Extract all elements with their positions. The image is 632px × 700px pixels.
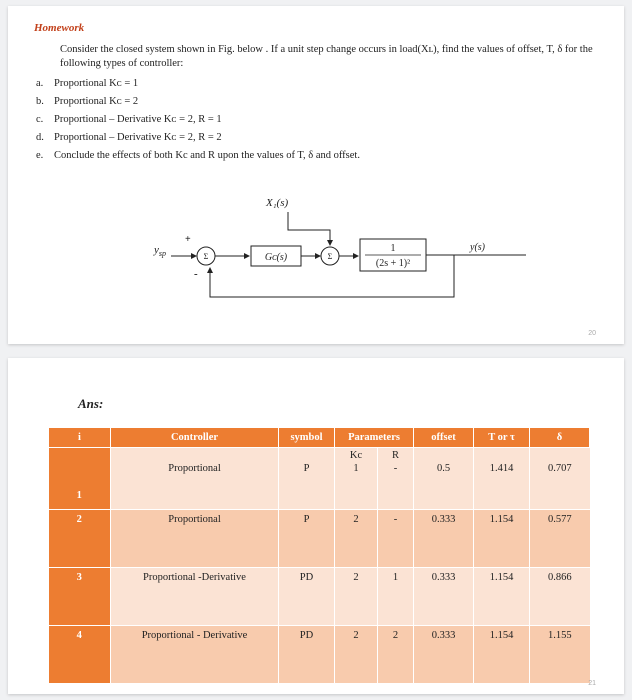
header-delta: δ: [530, 428, 590, 448]
cell-offset: 0.333: [414, 568, 474, 626]
cell-tau: 1.154: [474, 626, 530, 684]
header-row: [49, 428, 590, 448]
block-diagram: [8, 6, 624, 344]
subheader-blank: [530, 448, 590, 464]
feedback-line: [210, 255, 454, 297]
homework-slide: [8, 6, 624, 344]
cell-symbol: P: [279, 463, 335, 510]
list-item-text: Proportional Kᴄ = 2: [54, 96, 139, 107]
cell-kc: 2: [335, 510, 378, 568]
cell-symbol: PD: [279, 568, 335, 626]
load-label: X₁(s): [266, 197, 289, 209]
sum-symbol-2: Σ: [327, 252, 333, 261]
cell-delta: 0.866: [530, 568, 590, 626]
cell-symbol: P: [279, 510, 335, 568]
cell-r: -: [378, 463, 414, 510]
controller-label: Gᴄ(s): [264, 252, 288, 263]
subheader-r: R: [378, 448, 414, 464]
list-item-text: Proportional – Derivative Kᴄ = 2, R = 1: [54, 114, 222, 125]
subheader-blank: [111, 448, 279, 464]
table-row: [49, 568, 590, 626]
cell-symbol: PD: [279, 626, 335, 684]
sum-symbol-1: Σ: [203, 252, 209, 261]
subheader-blank: [279, 448, 335, 464]
answer-label: Ans:: [78, 396, 104, 411]
header-offset: offset: [414, 428, 474, 448]
cell-delta: 1.155: [530, 626, 590, 684]
header-tau: T or τ: [474, 428, 530, 448]
row-index: 1: [49, 448, 111, 510]
plus-sign: +: [185, 234, 191, 245]
cell-offset: 0.333: [414, 626, 474, 684]
list-marker: e.: [36, 150, 44, 161]
cell-tau: 1.154: [474, 568, 530, 626]
header-index: i: [49, 428, 111, 448]
list-marker: d.: [36, 132, 44, 143]
cell-controller: Proportional -Derivative: [111, 568, 279, 626]
row-index: 4: [49, 626, 111, 684]
cell-r: -: [378, 510, 414, 568]
cell-r: 2: [378, 626, 414, 684]
header-parameters: Parameters: [335, 428, 414, 448]
table-row: [49, 510, 590, 568]
table-row: [49, 626, 590, 684]
output-label: y(s): [470, 242, 485, 253]
subheader-blank: [474, 448, 530, 464]
cell-tau: 1.414: [474, 463, 530, 510]
cell-r: 1: [378, 568, 414, 626]
row-index: 3: [49, 568, 111, 626]
setpoint-label: $y_{sp}$: [154, 244, 167, 258]
cell-kc: 2: [335, 568, 378, 626]
slide-title: Homework: [34, 22, 85, 34]
subheader-row: [49, 448, 590, 464]
table-row: [49, 463, 590, 510]
minus-sign: -: [194, 268, 198, 280]
list-item-text: Proportional Kᴄ = 1: [54, 78, 139, 89]
list-marker: b.: [36, 96, 44, 107]
results-table: [48, 427, 590, 684]
load-input-line: [288, 212, 330, 245]
list-marker: a.: [36, 78, 44, 89]
page-number: 21: [588, 680, 596, 687]
plant-denominator: (2s + 1)²: [375, 258, 411, 269]
subheader-blank: [414, 448, 474, 464]
list-item-text: Conclude the effects of both Kc and R upon the values of T, δ and offset.: [54, 150, 360, 161]
cell-controller: Proportional: [111, 510, 279, 568]
cell-delta: 0.577: [530, 510, 590, 568]
list-marker: c.: [36, 114, 44, 125]
cell-kc: 1: [335, 463, 378, 510]
header-controller: Controller: [111, 428, 279, 448]
cell-controller: Proportional: [111, 463, 279, 510]
cell-offset: 0.333: [414, 510, 474, 568]
page-number: 20: [588, 330, 596, 337]
problem-statement: Consider the closed system shown in Fig. below . If a unit step change occurs in load(Xʟ), find the values of offset, T, δ for the following types of controller:: [60, 44, 593, 69]
cell-offset: 0.5: [414, 463, 474, 510]
header-symbol: symbol: [279, 428, 335, 448]
cell-controller: Proportional - Derivative: [111, 626, 279, 684]
answer-slide: [8, 358, 624, 694]
list-item-text: Proportional – Derivative Kᴄ = 2, R = 2: [54, 132, 222, 143]
row-index: 2: [49, 510, 111, 568]
cell-tau: 1.154: [474, 510, 530, 568]
plant-numerator: 1: [390, 243, 396, 254]
cell-delta: 0.707: [530, 463, 590, 510]
subheader-kc: Kc: [335, 448, 378, 464]
cell-kc: 2: [335, 626, 378, 684]
